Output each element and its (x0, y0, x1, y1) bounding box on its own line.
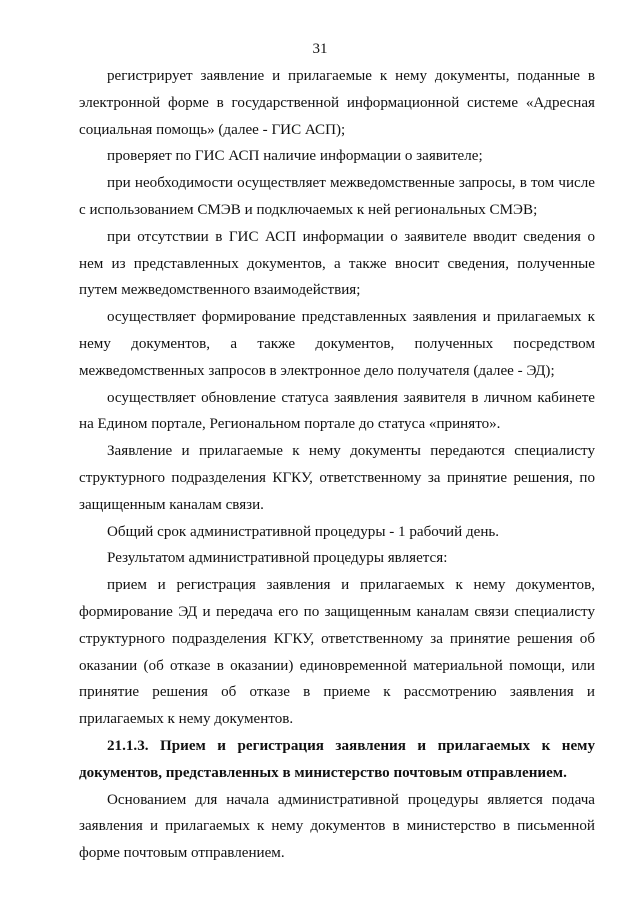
paragraph-procedure-result-intro: Результатом административной процедуры является: (107, 550, 448, 567)
paragraph-forms-electronic-file: осуществляет формирование представленных заявления и прилагаемых к нему документов, а также документов, полученных посредством межведомственных запросов в электронное дело получателя (далее - ЭД); (79, 309, 595, 379)
paragraph-registers-application: регистрирует заявление и прилагаемые к нему документы, поданные в электронной форме в государственной информационной системе «Адресная социальная помощь» (далее - ГИС АСП); (79, 68, 595, 138)
paragraph-documents-transferred: Заявление и прилагаемые к нему документы передаются специалисту структурного подразделения КГКУ, ответственному за принятие решения, по защищенным каналам связи. (79, 443, 595, 513)
paragraph-procedure-duration: Общий срок административной процедуры - 1 рабочий день. (107, 523, 500, 540)
page-number: 31 (312, 41, 328, 57)
paragraph-updates-status: осуществляет обновление статуса заявления заявителя в личном кабинете на Едином портале, Региональном портале до статуса «принято». (79, 389, 595, 433)
paragraph-enters-applicant-data: при отсутствии в ГИС АСП информации о заявителе вводит сведения о нем из представленных документов, а также вносит сведения, полученные путем межведомственного взаимодействия; (79, 228, 595, 299)
paragraph-procedure-result: прием и регистрация заявления и прилагаемых к нему документов, формирование ЭД и передача его по защищенным каналам связи специалисту структурного подразделения КГКУ, ответственному за принятие решения об оказании (об отказе в оказании) единовременной материальной помощи, или принятие решения об отказе в приеме к рассмотрению заявления и прилагаемых к нему документов. (79, 577, 595, 728)
paragraph-checks-applicant-info: проверяет по ГИС АСП наличие информации о заявителе; (107, 148, 483, 165)
section-heading-21-1-3: 21.1.3. Прием и регистрация заявления и прилагаемых к нему документов, представленных в министерство почтовым отправлением. (79, 737, 595, 781)
document-body (79, 63, 595, 867)
paragraph-procedure-basis: Основанием для начала административной процедуры является подача заявления и прилагаемых к нему документов в министерство в письменной форме почтовым отправлением. (79, 791, 595, 862)
paragraph-interdepartmental-requests: при необходимости осуществляет межведомственные запросы, в том числе с использованием СМЭВ и подключаемых к ней региональных СМЭВ; (79, 175, 595, 218)
